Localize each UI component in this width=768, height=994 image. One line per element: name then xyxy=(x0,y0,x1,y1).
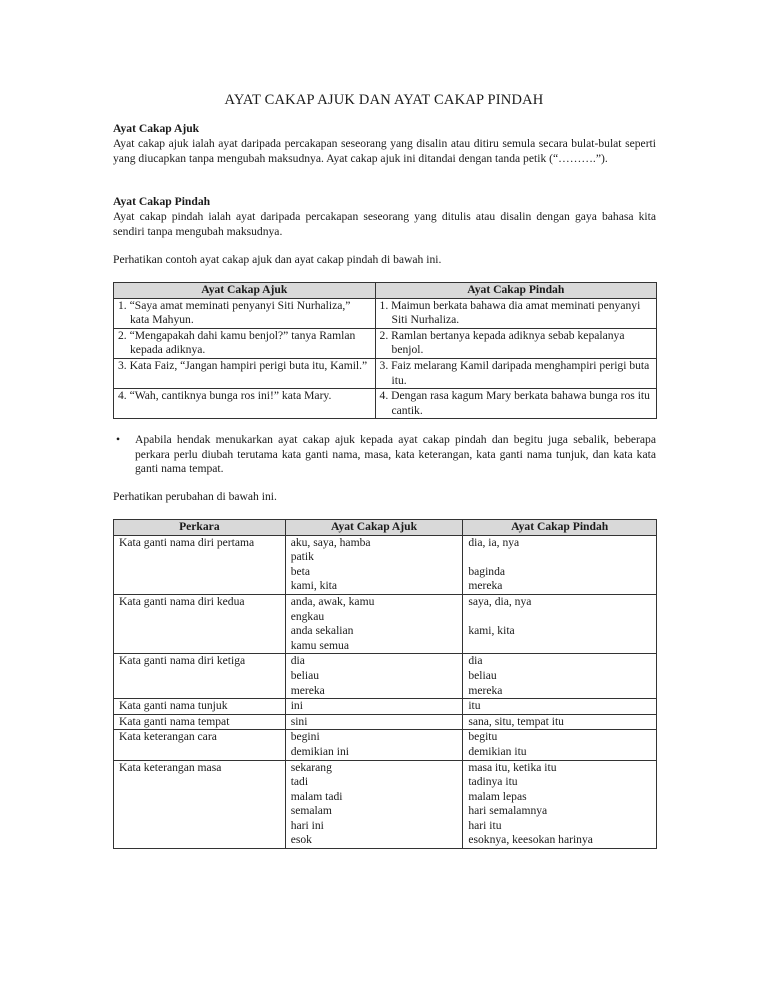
ajuk-cell xyxy=(285,760,463,849)
pindah-definition: Ayat cakap pindah ialah ayat daripada percakapan seseorang yang ditulis atau disalin dengan gaya bahasa kita sendiri tanpa mengubah maksudnya. xyxy=(113,210,656,238)
pindah-cell xyxy=(463,594,657,653)
pindah-cell xyxy=(463,699,657,715)
pindah-line: esoknya, keesokan harinya xyxy=(468,833,593,847)
ajuk-line: sini xyxy=(290,714,308,728)
intro-changes: Perhatikan perubahan di bawah ini. xyxy=(113,490,277,503)
changes-table xyxy=(113,519,657,849)
ajuk-cell xyxy=(285,535,463,594)
ajuk-heading: Ayat Cakap Ajuk xyxy=(113,122,200,135)
ajuk-line: hari ini xyxy=(290,818,324,832)
table-row xyxy=(114,328,657,358)
examples-table xyxy=(113,282,657,419)
example-pindah: 1. Maimun berkata bahawa dia amat meminati penyanyi Siti Nurhaliza. xyxy=(379,298,641,327)
pindah-line: masa itu, ketika itu xyxy=(468,760,557,774)
pindah-line: tadinya itu xyxy=(468,775,518,789)
ajuk-line: esok xyxy=(290,833,312,847)
header-ajuk: Ayat Cakap Ajuk xyxy=(285,520,463,536)
ajuk-cell xyxy=(285,594,463,653)
table-row xyxy=(114,654,657,699)
perkara-cell: Kata ganti nama tempat xyxy=(114,714,286,730)
pindah-cell xyxy=(463,654,657,699)
ajuk-line: ini xyxy=(290,699,303,713)
perkara-cell: Kata ganti nama diri kedua xyxy=(114,594,286,653)
ajuk-line: dia xyxy=(290,654,305,668)
example-ajuk: 2. “Mengapakah dahi kamu benjol?” tanya Ramlan kepada adiknya. xyxy=(118,328,356,357)
pindah-line: beliau xyxy=(468,668,497,682)
example-ajuk: 4. “Wah, cantiknya bunga ros ini!” kata Mary. xyxy=(118,389,332,403)
table-header-row xyxy=(114,520,657,536)
table-row xyxy=(114,760,657,849)
ajuk-line: aku, saya, hamba xyxy=(290,535,371,549)
pindah-line: mereka xyxy=(468,579,503,593)
table-row xyxy=(114,730,657,760)
ajuk-cell xyxy=(285,654,463,699)
pindah-line: mereka xyxy=(468,683,503,697)
example-pindah: 2. Ramlan bertanya kepada adiknya sebab kepalanya benjol. xyxy=(379,328,625,357)
example-pindah: 3. Faiz melarang Kamil daripada menghampiri perigi buta itu. xyxy=(379,358,650,387)
pindah-line: sana, situ, tempat itu xyxy=(468,714,564,728)
intro-examples: Perhatikan contoh ayat cakap ajuk dan ayat cakap pindah di bawah ini. xyxy=(113,253,442,266)
pindah-line: kami, kita xyxy=(468,624,515,638)
ajuk-cell xyxy=(285,714,463,730)
ajuk-line: semalam xyxy=(290,804,332,818)
table-row xyxy=(114,714,657,730)
changes-table-body xyxy=(114,535,657,848)
pindah-line: demikian itu xyxy=(468,744,527,758)
table-row xyxy=(114,389,657,419)
example-ajuk: 1. “Saya amat meminati penyanyi Siti Nurhaliza,” kata Mahyun. xyxy=(118,298,351,327)
pindah-cell xyxy=(463,760,657,849)
page-title: AYAT CAKAP AJUK DAN AYAT CAKAP PINDAH xyxy=(224,92,544,108)
pindah-line: malam lepas xyxy=(468,789,527,803)
ajuk-line: beta xyxy=(290,564,310,578)
table-row xyxy=(114,298,657,328)
pindah-line: saya, dia, nya xyxy=(468,594,532,608)
pindah-line xyxy=(468,610,651,625)
pindah-line: baginda xyxy=(468,564,506,578)
perkara-cell: Kata keterangan cara xyxy=(114,730,286,760)
ajuk-line: malam tadi xyxy=(290,789,343,803)
pindah-line: begitu xyxy=(468,730,498,744)
table-row xyxy=(114,535,657,594)
ajuk-line: engkau xyxy=(290,609,325,623)
pindah-cell xyxy=(463,714,657,730)
ajuk-line: sekarang xyxy=(290,760,332,774)
perkara-cell: Kata ganti nama tunjuk xyxy=(114,699,286,715)
pindah-cell xyxy=(463,730,657,760)
ajuk-line: mereka xyxy=(290,683,325,697)
pindah-heading: Ayat Cakap Pindah xyxy=(113,195,211,208)
example-ajuk: 3. Kata Faiz, “Jangan hampiri perigi buta itu, Kamil.” xyxy=(118,358,368,372)
ajuk-line: kamu semua xyxy=(290,638,349,652)
ajuk-cell xyxy=(285,730,463,760)
example-pindah: 4. Dengan rasa kagum Mary berkata bahawa bunga ros itu cantik. xyxy=(379,389,650,417)
perkara-cell: Kata ganti nama diri ketiga xyxy=(114,654,286,699)
table-row xyxy=(114,699,657,715)
header-perkara: Perkara xyxy=(114,520,286,536)
pindah-line xyxy=(468,639,651,654)
bullet-icon: • xyxy=(116,433,121,446)
ajuk-line: begini xyxy=(290,730,320,744)
header-ajuk: Ayat Cakap Ajuk xyxy=(114,283,376,299)
ajuk-line: anda, awak, kamu xyxy=(290,594,375,608)
ajuk-line: kami, kita xyxy=(290,579,338,593)
perkara-cell: Kata keterangan masa xyxy=(114,760,286,849)
ajuk-line: anda sekalian xyxy=(290,624,354,638)
pindah-line: itu xyxy=(468,699,481,713)
ajuk-cell xyxy=(285,699,463,715)
bullet-text: Apabila hendak menukarkan ayat cakap ajuk kepada ayat cakap pindah dan begitu juga sebalik, beberapa perkara perlu diubah terutama kata ganti nama, masa, kata keterangan, kata ganti nama tunjuk, dan kata kata ganti nama tempat. xyxy=(135,433,656,476)
table-header-row xyxy=(114,283,657,299)
header-pindah: Ayat Cakap Pindah xyxy=(463,520,657,536)
perkara-cell: Kata ganti nama diri pertama xyxy=(114,535,286,594)
table-row xyxy=(114,358,657,388)
pindah-cell xyxy=(463,535,657,594)
ajuk-line: demikian ini xyxy=(290,744,349,758)
ajuk-line: beliau xyxy=(290,668,320,682)
table-row xyxy=(114,594,657,653)
ajuk-line: tadi xyxy=(290,775,309,789)
pindah-line: hari itu xyxy=(468,818,502,832)
pindah-line: dia, ia, nya xyxy=(468,535,520,549)
pindah-line: dia xyxy=(468,654,483,668)
ajuk-line: patik xyxy=(290,550,314,564)
ajuk-definition: Ayat cakap ajuk ialah ayat daripada percakapan seseorang yang disalin atau ditiru semula secara bulat-bulat seperti yang diucapkan tanpa mengubah maksudnya. Ayat cakap ajuk ini ditandai dengan tanda petik (“……….”). xyxy=(113,137,656,165)
pindah-line: hari semalamnya xyxy=(468,804,548,818)
pindah-line xyxy=(468,550,651,565)
header-pindah: Ayat Cakap Pindah xyxy=(375,283,656,299)
